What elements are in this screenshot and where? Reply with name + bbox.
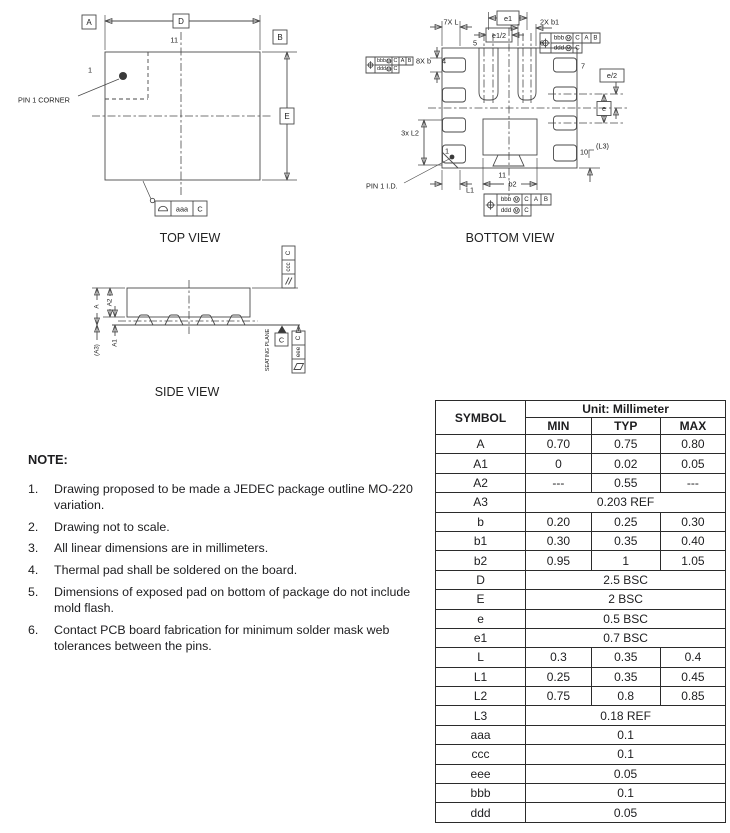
height-dimensions: [92, 288, 125, 356]
position-icon: [367, 61, 374, 68]
aaa-profile-fcf: [143, 181, 207, 216]
table-row: b1 0.30 0.35 0.40: [436, 531, 726, 550]
dim-label-7x-l: 7X L: [443, 17, 459, 27]
dim-label-a3: (A3): [93, 344, 101, 356]
note-text: Drawing not to scale.: [54, 519, 170, 534]
dim-label-e1-half: e1/2: [491, 31, 507, 40]
table-row: L2 0.75 0.8 0.85: [436, 687, 726, 706]
table-row: L 0.3 0.35 0.4: [436, 648, 726, 667]
mmc-m: M: [514, 208, 519, 214]
datum-b-label: B: [277, 33, 283, 42]
dim-label-e: E: [284, 112, 290, 121]
dim-label-e-half: e/2: [606, 71, 618, 80]
note-number: 3.: [28, 541, 39, 556]
table-row: L3 0.18 REF: [436, 706, 726, 725]
dim-label-l1: L1: [466, 185, 475, 195]
table-header-row: [436, 401, 726, 418]
position-fcf-left: [366, 57, 413, 73]
symbol-cell: L3: [436, 706, 526, 725]
symbol-cell: e: [436, 609, 526, 628]
header-symbol: SYMBOL: [436, 401, 526, 435]
symbol-cell: ccc: [436, 745, 526, 764]
flatness-icon: [294, 364, 304, 370]
bottom-view-drawing: [360, 5, 650, 250]
pin7-label: 7: [581, 61, 586, 71]
top-view-drawing: [10, 8, 330, 250]
table-row: b 0.20 0.25 0.30: [436, 512, 726, 531]
dimension-table: [435, 400, 726, 823]
datum-ref-c: C: [524, 207, 529, 214]
note-text: Thermal pad shall be soldered on the board.: [54, 562, 298, 577]
symbol-cell: L1: [436, 667, 526, 686]
datum-a: [82, 15, 96, 29]
note-item: [28, 540, 440, 557]
datum-ref-c: C: [575, 34, 580, 42]
bbb-tolerance: bbb: [553, 34, 565, 42]
symbol-cell: b1: [436, 531, 526, 550]
datum-c-label: C: [278, 335, 285, 345]
symbol-cell: L2: [436, 687, 526, 706]
ddd-tolerance: ddd: [553, 44, 565, 52]
table-row: A2 --- 0.55 ---: [436, 473, 726, 492]
terminal-pads: [443, 45, 577, 166]
dim-label-l3: (L3): [596, 141, 609, 151]
dimension-e1: [489, 11, 528, 30]
header-typ: TYP: [591, 418, 660, 435]
thermal-pad-tab: [493, 155, 524, 166]
ddd-tolerance: ddd: [500, 207, 512, 214]
side-view-title: SIDE VIEW: [154, 385, 220, 399]
mmc-m: M: [514, 197, 519, 203]
top-view-title: TOP VIEW: [159, 231, 221, 245]
eee-tolerance: eee: [295, 346, 302, 358]
position-fcf-top: [540, 33, 600, 53]
datum-ref-c: C: [393, 58, 398, 64]
parallelism-icon: [286, 278, 293, 285]
note-item: [28, 584, 440, 617]
header-max: MAX: [660, 418, 725, 435]
symbol-cell: b: [436, 512, 526, 531]
note-text: Dimensions of exposed pad on bottom of package do not include mold flash.: [54, 584, 411, 616]
centerlines: [428, 28, 628, 198]
notes-heading: NOTE:: [28, 452, 68, 467]
pin4-label: 4: [441, 56, 447, 66]
symbol-cell: e1: [436, 628, 526, 647]
dim-label-a: A: [93, 304, 101, 309]
dimension-8x-b: [416, 47, 446, 83]
mmc-m: M: [566, 35, 571, 41]
table-row: bbb 0.1: [436, 784, 726, 803]
bottom-view-title: BOTTOM VIEW: [465, 231, 555, 245]
dim-label-3x-l2: 3x L2: [401, 128, 419, 138]
table-row: aaa 0.1: [436, 725, 726, 744]
symbol-cell: b2: [436, 551, 526, 570]
dim-label-8x-b: 8X b: [416, 56, 432, 66]
datum-ref-c: C: [575, 44, 580, 52]
ddd-tolerance: ddd: [377, 66, 386, 72]
pin1-corner-label: PIN 1 CORNER: [18, 95, 70, 105]
pin10-label: 10: [580, 147, 589, 157]
dimension-7x-l: [430, 18, 472, 47]
dim-label-b2: b2: [508, 179, 517, 189]
symbol-cell: D: [436, 570, 526, 589]
table-row: b2 0.95 1 1.05: [436, 551, 726, 570]
pin1-label: 1: [87, 65, 93, 75]
datum-a-label: A: [86, 18, 92, 27]
note-text: Drawing proposed to be made a JEDEC package outline MO-220 variation.: [54, 481, 413, 513]
ccc-parallelism-fcf: [252, 246, 298, 288]
table-row: D 2.5 BSC: [436, 570, 726, 589]
datum-ref-a: A: [400, 58, 405, 64]
note-number: 5.: [28, 584, 39, 599]
dimension-e: [597, 94, 611, 123]
dim-label-a1: A1: [111, 339, 119, 347]
mmc-m: M: [386, 66, 391, 72]
pin1-id-label: PIN 1 I.D.: [366, 181, 398, 191]
symbol-cell: ddd: [436, 803, 526, 822]
symbol-cell: A1: [436, 454, 526, 473]
note-item: [28, 562, 440, 579]
datum-ref-a: A: [584, 34, 589, 42]
table-row: A 0.70 0.75 0.80: [436, 435, 726, 454]
header-min: MIN: [526, 418, 592, 435]
notes-section: [28, 452, 440, 660]
datum-triangle-icon: [278, 326, 287, 334]
mmc-m: M: [566, 45, 571, 51]
dim-label-d: D: [178, 17, 184, 26]
note-text: Contact PCB board fabrication for minimum solder mask web tolerances between the pins.: [54, 622, 390, 654]
dimension-b2: [483, 158, 537, 190]
pin1-label: 1: [444, 146, 450, 156]
datum-ref-c: C: [524, 196, 529, 203]
dimension-l1: [430, 170, 474, 195]
datum-ref-a: A: [533, 196, 539, 203]
table-row: e 0.5 BSC: [436, 609, 726, 628]
note-item: [28, 622, 440, 655]
table-row: A3 0.203 REF: [436, 493, 726, 512]
datum-ref-c: C: [393, 66, 398, 72]
datum-b: [273, 30, 287, 44]
seating-plane-datum: [265, 326, 288, 372]
centerlines: [92, 32, 272, 196]
symbol-cell: aaa: [436, 725, 526, 744]
datum-ref-b: B: [407, 58, 412, 64]
symbol-cell: A3: [436, 493, 526, 512]
dimension-e1-half: [474, 28, 524, 42]
table-row: e1 0.7 BSC: [436, 628, 726, 647]
pin-numbers: [445, 39, 588, 180]
aaa-tolerance: aaa: [175, 204, 189, 214]
profile-surface-icon: [159, 206, 168, 211]
note-item: [28, 481, 440, 514]
pin11-label: 11: [498, 170, 506, 180]
pin5-label: 5: [472, 38, 477, 48]
note-number: 1.: [28, 481, 39, 496]
position-fcf-bottom: [484, 194, 551, 216]
dim-label-e1: e1: [503, 14, 513, 23]
pin11-label: 11: [170, 35, 178, 45]
table-row: E 2 BSC: [436, 590, 726, 609]
note-item: [28, 519, 440, 536]
note-number: 4.: [28, 562, 39, 577]
dim-label-2x-b1: 2X b1: [540, 17, 560, 27]
position-icon: [486, 200, 496, 210]
datum-ref-c: C: [295, 335, 302, 341]
datum-ref-c: C: [285, 250, 292, 256]
datum-ref-c: C: [197, 204, 203, 214]
symbol-cell: eee: [436, 764, 526, 783]
table-row: A1 0 0.02 0.05: [436, 454, 726, 473]
header-unit: Unit: Millimeter: [526, 401, 726, 418]
table-row: eee 0.05: [436, 764, 726, 783]
datum-ref-b: B: [593, 34, 598, 42]
seating-plane-label: SEATING PLANE: [265, 328, 271, 372]
dim-label-e: e: [601, 104, 607, 113]
note-number: 2.: [28, 519, 39, 534]
pin1-marking: [18, 66, 127, 105]
table-row: ccc 0.1: [436, 745, 726, 764]
dimension-d: [105, 14, 260, 50]
dim-label-a2: A2: [106, 298, 114, 307]
symbol-cell: E: [436, 590, 526, 609]
symbol-cell: A2: [436, 473, 526, 492]
table-row: ddd 0.05: [436, 803, 726, 822]
bbb-tolerance: bbb: [500, 196, 512, 203]
pin6-label: 6: [540, 38, 545, 48]
bbb-tolerance: bbb: [377, 58, 386, 64]
dimension-3x-l2: [401, 120, 442, 165]
symbol-cell: L: [436, 648, 526, 667]
side-view-drawing: [55, 250, 330, 405]
eee-flatness-fcf: [292, 326, 305, 374]
symbol-cell: A: [436, 435, 526, 454]
datum-ref-b: B: [543, 196, 549, 203]
note-text: All linear dimensions are in millimeters.: [54, 541, 269, 556]
mmc-m: M: [386, 58, 391, 64]
symbol-cell: bbb: [436, 784, 526, 803]
ccc-tolerance: ccc: [285, 262, 292, 272]
pin1-id-callout: [366, 158, 451, 191]
note-number: 6.: [28, 622, 39, 637]
table-row: L1 0.25 0.35 0.45: [436, 667, 726, 686]
